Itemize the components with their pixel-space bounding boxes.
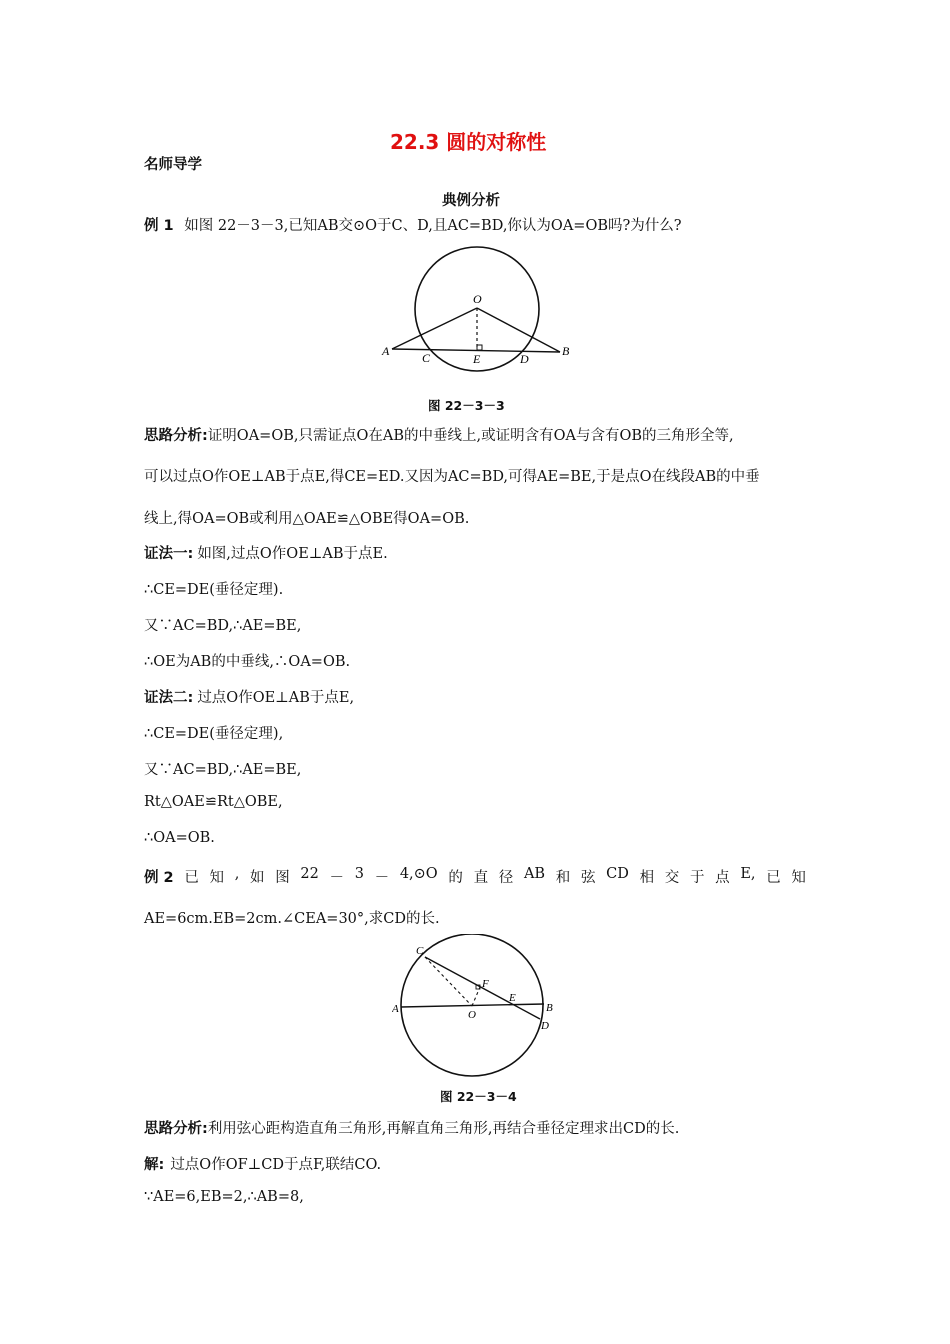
figure-22-3-3 <box>370 245 590 375</box>
proof2-line-3: Rt△OAE≌Rt△OBE, <box>144 794 283 810</box>
point-label-c: C <box>422 351 431 365</box>
example2-analysis-text: 利用弦心距构造直角三角形,再解直角三角形,再结合垂径定理求出CD的长. <box>207 1121 680 1137</box>
point-label-d: D <box>541 1020 549 1032</box>
example2-word: 4,⊙O <box>399 866 438 882</box>
example2-word: 相 <box>639 870 655 886</box>
example2-solution-first-text: 过点O作OF⊥CD于点F,联结CO. <box>170 1157 382 1173</box>
example2-word: 3 <box>354 866 364 882</box>
example2-word: 知 <box>209 870 225 886</box>
example2-word: 于 <box>689 870 705 886</box>
proof1-line-2: 又∵AC=BD,∴AE=BE, <box>144 618 302 634</box>
point-label-f: F <box>482 978 489 990</box>
point-label-a: A <box>382 344 390 358</box>
line-co <box>425 957 472 1006</box>
right-angle-mark <box>477 345 482 350</box>
example2-solution-label: 解: <box>144 1157 165 1173</box>
example2-analysis-label: 思路分析: <box>144 1121 208 1137</box>
point-label-o: O <box>473 292 482 306</box>
page-title: 22.3 圆的对称性 <box>390 130 547 154</box>
line-oa <box>392 308 477 349</box>
proof2-line-1: ∴CE=DE(垂径定理), <box>144 726 284 742</box>
example2-word: 交 <box>664 870 680 886</box>
section-heading: 名师导学 <box>144 157 202 173</box>
example1-question: 如图 22－3－3,已知AB交⊙O于C、D,且AC=BD,你认为OA=OB吗?为什么? <box>184 218 682 234</box>
example1-analysis-line-3: 线上,得OA=OB或利用△OAE≌△OBE得OA=OB. <box>144 511 470 527</box>
example2-word: 已 <box>184 870 199 886</box>
example2-word: 点 <box>715 870 730 886</box>
example2-word: 知 <box>791 870 806 886</box>
example2-word: CD <box>606 866 629 882</box>
example2-word: 直 <box>473 870 489 886</box>
example2-word: 如 <box>250 870 265 886</box>
proof2-line-4: ∴OA=OB. <box>144 830 215 846</box>
example2-word: AB <box>523 866 546 882</box>
proof2-first-line <box>144 686 354 707</box>
example2-question-line-1 <box>144 866 806 887</box>
example2-word: 和 <box>555 870 571 886</box>
example2-word: 22 <box>300 866 319 882</box>
proof1-line-3: ∴OE为AB的中垂线,∴OA=OB. <box>144 654 351 670</box>
point-label-e: E <box>473 352 481 366</box>
example2-analysis-line <box>144 1117 679 1138</box>
example2-word: E, <box>740 866 756 882</box>
proof1-first-line <box>144 542 388 563</box>
proof1-line-1: ∴CE=DE(垂径定理). <box>144 582 284 598</box>
point-label-b: B <box>562 344 570 358</box>
point-label-e: E <box>509 992 516 1004</box>
point-label-c: C <box>416 945 424 957</box>
figure-22-3-4 <box>392 934 564 1079</box>
proof2-label: 证法二: <box>144 690 194 706</box>
proof2-first-text: 过点O作OE⊥AB于点E, <box>197 690 355 706</box>
example1-question-row <box>144 214 682 235</box>
figure-caption-22-3-3: 图 22－3－3 <box>428 398 505 413</box>
example2-question-line-2: AE=6cm.EB=2cm.∠CEA=30°,求CD的长. <box>144 911 440 927</box>
line-of <box>472 987 480 1006</box>
point-label-a: A <box>392 1003 399 1015</box>
example2-word: , <box>234 866 240 882</box>
example1-analysis-line-2: 可以过点O作OE⊥AB于点E,得CE=ED.又因为AC=BD,可得AE=BE,于是点O在线段AB的中垂 <box>144 469 760 485</box>
example1-analysis-line-1 <box>144 424 734 445</box>
example1-label: 例 1 <box>144 218 174 234</box>
example2-word: 已 <box>766 870 781 886</box>
subsection-heading: 典例分析 <box>442 193 500 209</box>
proof2-line-2: 又∵AC=BD,∴AE=BE, <box>144 762 302 778</box>
point-label-o: O <box>468 1009 476 1021</box>
figure-caption-22-3-4: 图 22－3－4 <box>440 1089 517 1104</box>
example2-word: 图 <box>275 870 290 886</box>
example2-word: 弦 <box>580 870 596 886</box>
proof1-label: 证法一: <box>144 546 194 562</box>
example2-word: － <box>374 870 390 886</box>
line-ob <box>477 308 560 352</box>
point-label-b: B <box>546 1002 553 1014</box>
proof1-first-text: 如图,过点O作OE⊥AB于点E. <box>197 546 388 562</box>
point-label-d: D <box>520 352 529 366</box>
example1-analysis-text-1: 证明OA=OB,只需证点O在AB的中垂线上,或证明含有OA与含有OB的三角形全等, <box>207 428 734 444</box>
example2-label: 例 2 <box>144 870 174 886</box>
example2-word: 的 <box>448 870 463 886</box>
example2-solution-first-line <box>144 1153 381 1174</box>
example2-word: － <box>329 870 345 886</box>
example1-analysis-label: 思路分析: <box>144 428 208 444</box>
example2-word: 径 <box>498 870 514 886</box>
example2-solution-line-1: ∵AE=6,EB=2,∴AB=8, <box>144 1189 304 1205</box>
